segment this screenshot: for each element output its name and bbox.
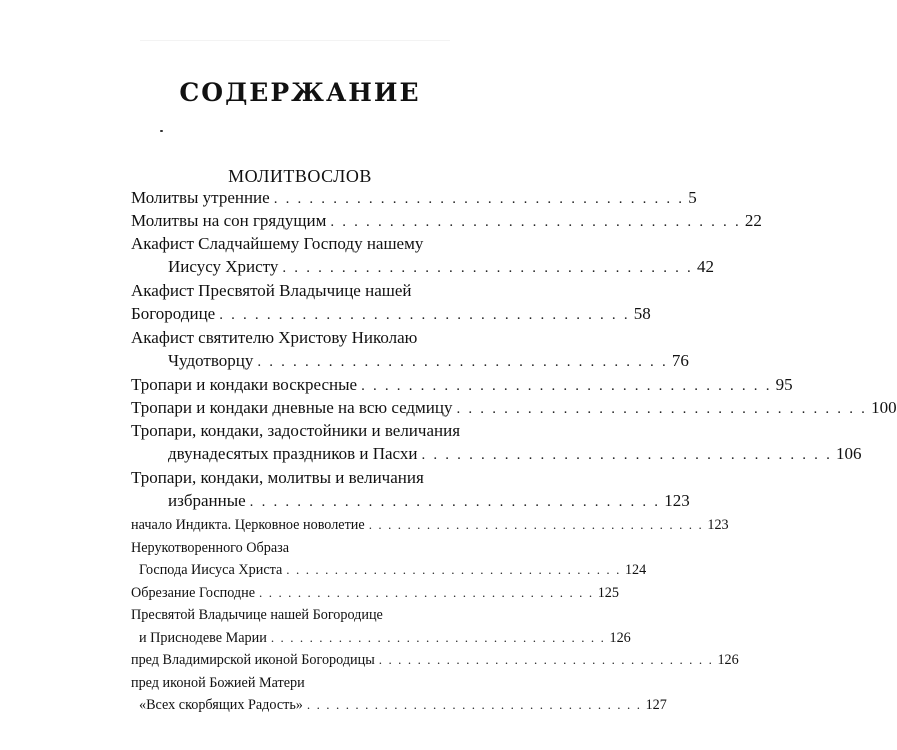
- toc-entry: [131, 349, 689, 373]
- toc-entry-page: 95: [775, 375, 793, 394]
- toc-entry-page: 123: [664, 491, 690, 510]
- page-title: СОДЕРЖАНИЕ: [179, 78, 421, 107]
- section-heading: МОЛИТВОСЛОВ: [228, 166, 372, 186]
- dot-leader: . . . . . . . . . . . . . . . . . . . . . . . . . . . . . . . . . . .: [456, 401, 868, 417]
- toc-entry: [131, 396, 897, 419]
- toc-entry: [131, 209, 762, 232]
- toc-entry: [131, 186, 697, 209]
- dot-leader: . . . . . . . . . . . . . . . . . . . . . . . . . . . . . . . . . . .: [421, 447, 833, 463]
- dot-leader: . . . . . . . . . . . . . . . . . . . . . . . . . . . . . . . . . . .: [270, 629, 606, 645]
- dot-leader: . . . . . . . . . . . . . . . . . . . . . . . . . . . . . . . . . . .: [273, 191, 685, 207]
- dot-leader: . . . . . . . . . . . . . . . . . . . . . . . . . . . . . . . . . . .: [368, 517, 704, 532]
- dot-leader: . . . . . . . . . . . . . . . . . . . . . . . . . . . . . . . . . . .: [306, 697, 642, 712]
- toc-entry-title: пред иконой Божией Матери: [131, 674, 305, 691]
- toc-entry: [131, 442, 862, 466]
- toc-entry-title: Богородице: [131, 304, 216, 323]
- toc-entry-title: Тропари, кондаки, задостойники и величания: [131, 421, 461, 440]
- toc-entry-title: Пресвятой Владычице нашей Богородице: [131, 607, 383, 623]
- toc-entry-title: Обрезание Господне: [131, 584, 256, 601]
- toc-subentry: [131, 537, 518, 560]
- toc-entry-page: 42: [696, 257, 714, 276]
- toc-entry-title: Молитвы на сон грядущим: [131, 211, 327, 230]
- toc-entry-title: Господа Иисуса Христа: [139, 562, 283, 578]
- toc-entry-page: 126: [717, 652, 739, 668]
- toc-entry: [131, 466, 518, 489]
- toc-entry-page: 126: [609, 629, 631, 646]
- toc-entry-title: и Приснодеве Марии: [139, 629, 267, 646]
- toc-entry: [131, 489, 690, 513]
- dot-leader: . . . . . . . . . . . . . . . . . . . . . . . . . . . . . . . . . . .: [257, 354, 668, 370]
- toc-entry-title: Акафист Пресвятой Владычице нашей: [131, 281, 412, 300]
- toc-entry: [131, 373, 793, 396]
- toc-entry-title: пред Владимирской иконой Богородицы: [131, 652, 375, 668]
- toc-subentry: [131, 672, 518, 695]
- toc-subentry: [131, 694, 667, 717]
- toc-entry-title: Чудотворцу: [168, 351, 254, 370]
- toc-entry-page: 127: [645, 697, 667, 713]
- dot-leader: . . . . . . . . . . . . . . . . . . . . . . . . . . . . . . . . . . .: [286, 562, 621, 577]
- toc-subentry: [131, 559, 647, 582]
- toc-entry: [131, 302, 651, 326]
- bleed-through-line: [140, 40, 450, 41]
- toc-entry-title: Акафист Сладчайшему Господу нашему: [131, 234, 424, 253]
- toc-entry-title: избранные: [168, 491, 246, 510]
- toc-entry: [131, 419, 518, 442]
- toc-entry-page: 123: [707, 517, 729, 533]
- toc-entry-page: 58: [633, 304, 651, 323]
- dot-leader: . . . . . . . . . . . . . . . . . . . . . . . . . . . . . . . . . . .: [282, 260, 693, 276]
- dot-leader: . . . . . . . . . . . . . . . . . . . . . . . . . . . . . . . . . . .: [219, 307, 630, 323]
- toc-entry-title: Тропари и кондаки воскресные: [131, 375, 358, 394]
- table-of-contents: [131, 186, 897, 717]
- dot-leader: . . . . . . . . . . . . . . . . . . . . . . . . . . . . . . . . . . .: [330, 214, 741, 230]
- toc-entry: [131, 326, 518, 349]
- toc-entry-title: Акафист святителю Христову Николаю: [131, 328, 418, 347]
- toc-entry: [131, 255, 714, 279]
- toc-subentry: [131, 514, 729, 537]
- toc-entry: [131, 232, 518, 255]
- toc-entry-page: 106: [836, 444, 862, 463]
- toc-subentry: [131, 627, 631, 650]
- toc-entry: [131, 279, 518, 302]
- toc-entry-title: Тропари и кондаки дневные на всю седмицу: [131, 398, 453, 417]
- toc-entry-title: Нерукотворенного Образа: [131, 539, 290, 556]
- toc-subentry: [131, 604, 518, 627]
- toc-subentry: [131, 582, 619, 605]
- toc-entry-page: 124: [624, 562, 647, 578]
- toc-entry-page: 22: [744, 211, 762, 230]
- toc-entry-title: Молитвы утренние: [131, 188, 270, 207]
- toc-entry-page: 125: [597, 584, 619, 601]
- dot-leader: . . . . . . . . . . . . . . . . . . . . . . . . . . . . . . . . . . .: [378, 652, 714, 667]
- toc-entry-title: Тропари, кондаки, молитвы и величания: [131, 468, 424, 487]
- toc-entry-title: начало Индикта. Церковное новолетие: [131, 517, 365, 533]
- toc-entry-page: 5: [688, 188, 697, 207]
- toc-entry-page: 100: [871, 398, 897, 417]
- toc-entry-title: «Всех скорбящих Радость»: [139, 697, 303, 713]
- toc-entry-page: 76: [671, 351, 689, 370]
- ink-smudge: [160, 130, 163, 132]
- toc-subentry: [131, 649, 739, 672]
- dot-leader: . . . . . . . . . . . . . . . . . . . . . . . . . . . . . . . . . . .: [249, 494, 661, 510]
- dot-leader: . . . . . . . . . . . . . . . . . . . . . . . . . . . . . . . . . . .: [259, 584, 594, 600]
- toc-entry-title: Иисусу Христу: [168, 257, 279, 276]
- dot-leader: . . . . . . . . . . . . . . . . . . . . . . . . . . . . . . . . . . .: [361, 378, 772, 394]
- toc-entry-title: двунадесятых праздников и Пасхи: [168, 444, 418, 463]
